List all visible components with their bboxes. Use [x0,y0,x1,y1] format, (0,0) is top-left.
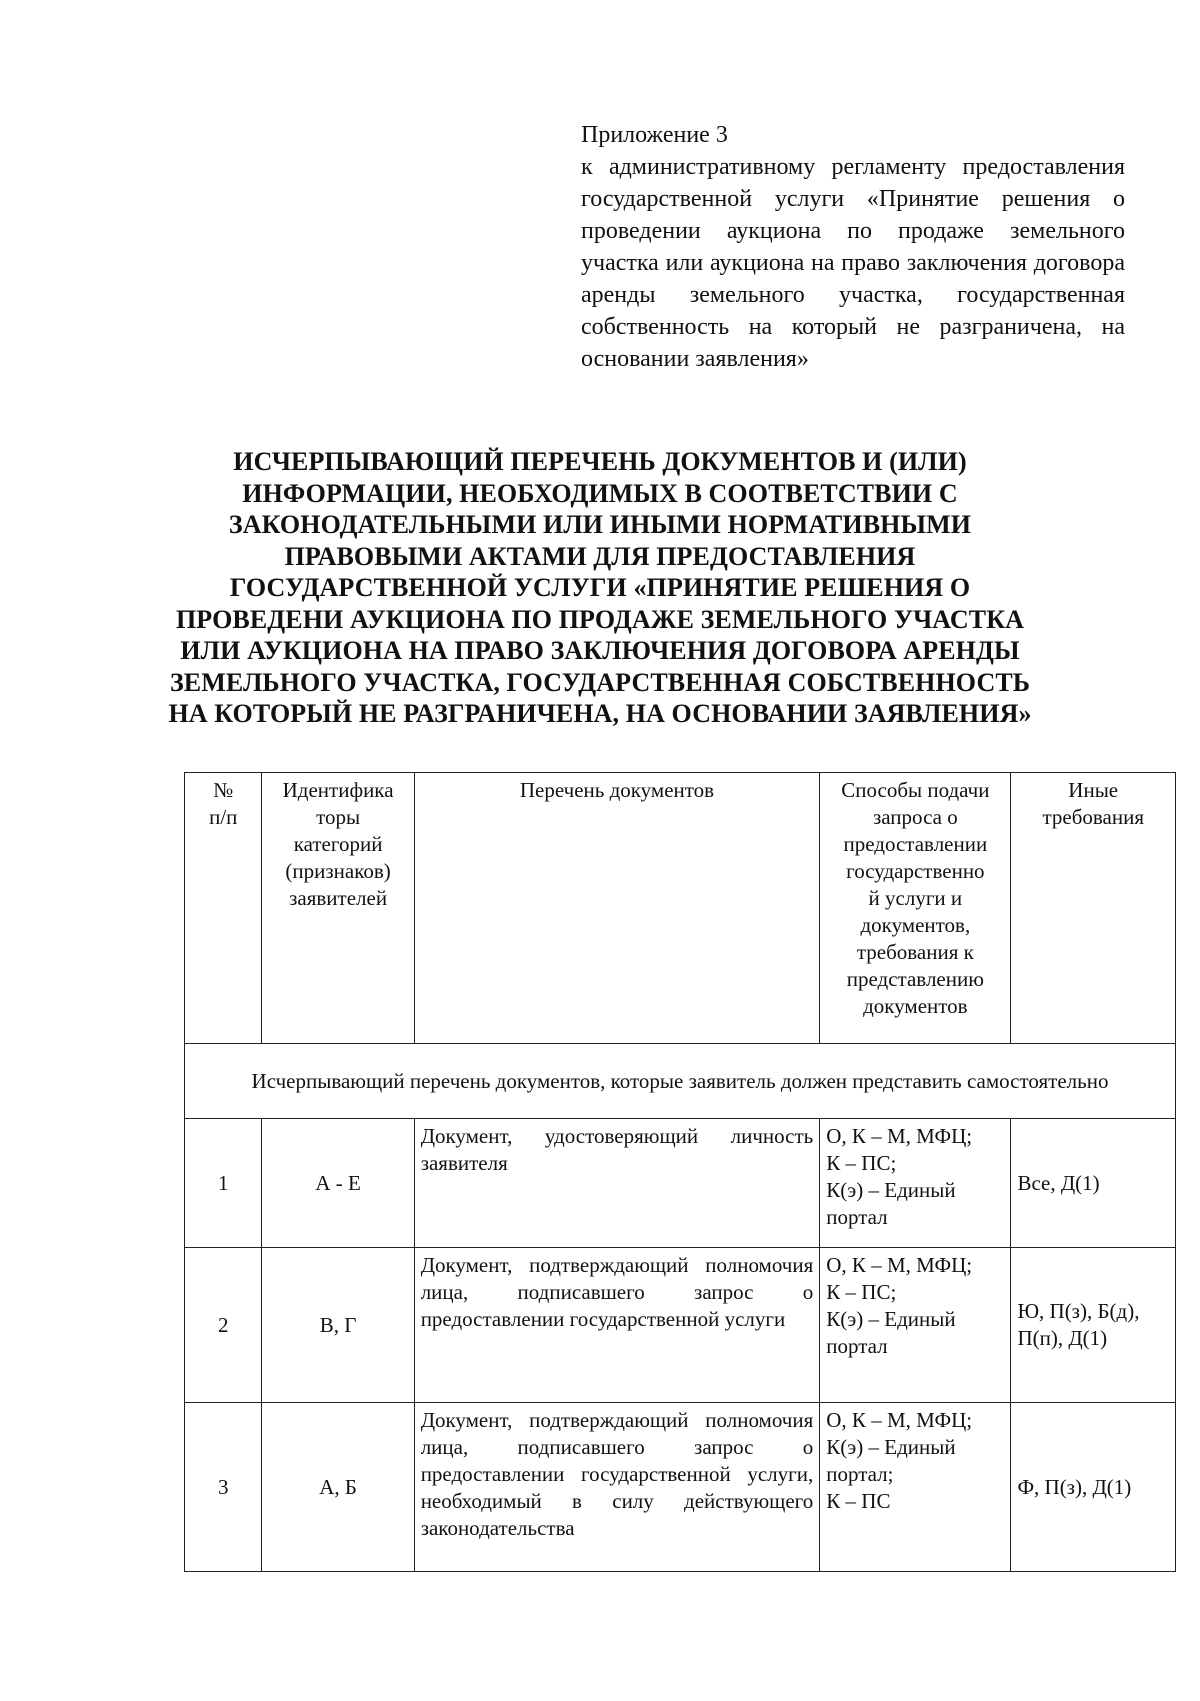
submission-line: О, К – М, МФЦ; [826,1253,973,1277]
header-text: Иные [1068,778,1119,802]
row-num: 3 [185,1403,262,1572]
heading-line: ИНФОРМАЦИИ, НЕОБХОДИМЫХ В СООТВЕТСТВИИ С [242,478,958,508]
row-submission [820,1248,1011,1403]
header-num [185,773,262,1044]
header-text: Перечень документов [519,778,715,802]
heading-line: ГОСУДАРСТВЕННОЙ УСЛУГИ «ПРИНЯТИЕ РЕШЕНИЯ О [229,573,971,602]
submission-line: К(э) – Единый [826,1435,956,1459]
row-identifiers: А, Б [262,1403,414,1572]
row-other-requirements: Ф, П(з), Д(1) [1011,1403,1176,1572]
header-text: й услуги и [868,886,963,910]
document-heading [150,446,1050,730]
header-text: Способы подачи [841,778,990,802]
submission-line: К – ПС [826,1489,891,1513]
heading-line: ИЛИ АУКЦИОНА НА ПРАВО ЗАКЛЮЧЕНИЯ ДОГОВОРА АРЕНДЫ [180,636,1020,665]
header-other-requirements [1011,773,1176,1044]
header-text: государственно [846,859,985,883]
header-text: документов, [860,913,971,937]
row-num: 2 [185,1248,262,1403]
header-text: заявителей [289,886,388,910]
heading-line: ПРОВЕДЕНИ АУКЦИОНА ПО ПРОДАЖЕ ЗЕМЕЛЬНОГО УЧАСТКА [175,604,1025,634]
documents-table [184,772,1176,1572]
header-text: категорий [293,832,383,856]
header-text: Идентифика [282,778,394,802]
header-text: предоставлении [843,832,988,856]
table-header-row [185,773,1176,1044]
row-other-requirements: Все, Д(1) [1011,1119,1176,1248]
header-text: документов [863,994,968,1018]
submission-line: К – ПС; [826,1280,897,1304]
header-text: № [213,778,234,802]
table-row [185,1119,1176,1248]
header-text: запроса о [872,805,958,829]
heading-line: ЗЕМЕЛЬНОГО УЧАСТКА, ГОСУДАРСТВЕННАЯ СОБСТВЕННОСТЬ [169,667,1031,697]
row-document: Документ, подтверждающий полномочия лица, подписавшего запрос о предоставлении государственной услуги, необходимый в силу действующего законодательства [414,1403,820,1572]
table-row [185,1403,1176,1572]
header-text: требования [1042,805,1144,829]
table-row [185,1248,1176,1403]
header-documents-list [414,773,820,1044]
submission-line: О, К – М, МФЦ; [826,1408,973,1432]
row-identifiers: В, Г [262,1248,414,1403]
row-num: 1 [185,1119,262,1248]
header-text: представлению [846,967,984,991]
section-row [185,1044,1176,1119]
header-text: торы [316,805,361,829]
header-text: требования к [856,940,974,964]
heading-line: ИСЧЕРПЫВАЮЩИЙ ПЕРЕЧЕНЬ ДОКУМЕНТОВ И (ИЛИ) [233,447,967,476]
submission-line: О, К – М, МФЦ; [826,1124,973,1148]
annex-block [581,119,1125,375]
row-other-requirements: Ю, П(з), Б(д), П(п), Д(1) [1011,1248,1176,1403]
section-title: Исчерпывающий перечень документов, которые заявитель должен представить самостоятельно [185,1044,1176,1119]
row-submission [820,1119,1011,1248]
submission-line: портал [826,1205,888,1229]
submission-line: К – ПС; [826,1151,897,1175]
submission-line: портал [826,1334,888,1358]
header-submission-methods [820,773,1011,1044]
row-document: Документ, подтверждающий полномочия лица, подписавшего запрос о предоставлении государственной услуги [414,1248,820,1403]
annex-body: к административному регламенту предоставления государственной услуги «Принятие решения о проведении аукциона по продаже земельного участка или аукциона на право заключения договора аренды земельного участка, государственная собственность на который не разграничена, на основании заявления» [581,154,1125,372]
submission-line: портал; [826,1462,894,1486]
header-text: п/п [209,805,238,829]
row-submission [820,1403,1011,1572]
row-identifiers: А - Е [262,1119,414,1248]
header-text: (признаков) [285,859,391,883]
heading-line: ЗАКОНОДАТЕЛЬНЫМИ ИЛИ ИНЫМИ НОРМАТИВНЫМИ [228,510,972,539]
heading-line: НА КОТОРЫЙ НЕ РАЗГРАНИЧЕНА, НА ОСНОВАНИИ ЗАЯВЛЕНИЯ» [168,699,1032,728]
heading-line: ПРАВОВЫМИ АКТАМИ ДЛЯ ПРЕДОСТАВЛЕНИЯ [284,541,916,571]
row-document: Документ, удостоверяющий личность заявителя [414,1119,820,1248]
submission-line: К(э) – Единый [826,1178,956,1202]
submission-line: К(э) – Единый [826,1307,956,1331]
annex-title: Приложение 3 [581,122,728,148]
header-identifiers [262,773,414,1044]
